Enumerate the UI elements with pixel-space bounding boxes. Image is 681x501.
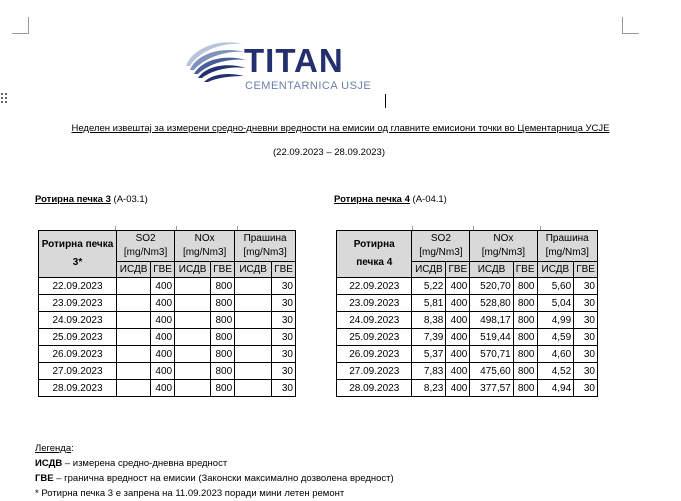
report-period: (22.09.2023 – 28.09.2023) [273, 147, 385, 158]
dust-isdv-cell [235, 363, 272, 380]
date-cell: 24.09.2023 [39, 312, 117, 329]
dust-isdv-header: ИСДВ [235, 262, 272, 278]
titan-logo [180, 36, 380, 98]
so2-name: SO2 [135, 233, 156, 244]
nox-gve-cell: 800 [513, 312, 537, 329]
date-cell: 28.09.2023 [39, 380, 117, 397]
so2-gve-cell: 400 [151, 312, 175, 329]
date-cell: 27.09.2023 [39, 363, 117, 380]
table-row [337, 346, 598, 363]
dust-header [235, 231, 296, 262]
legend-gve-text: – гранична вредност на емисии (Законски максимално дозволена вредност) [53, 473, 394, 484]
nox-isdv-cell [175, 295, 211, 312]
so2-gve-header: ГВЕ [151, 262, 175, 278]
nox-gve-cell: 800 [211, 363, 235, 380]
nox-gve-header: ГВЕ [513, 262, 537, 278]
nox-isdv-cell: 520,70 [470, 278, 513, 295]
dust-name: Прашина [545, 233, 589, 244]
so2-isdv-cell: 5,37 [412, 346, 446, 363]
date-cell: 26.09.2023 [337, 346, 412, 363]
date-cell: 25.09.2023 [39, 329, 117, 346]
legend-title-line [35, 441, 394, 456]
nox-isdv-cell [175, 312, 211, 329]
so2-isdv-header: ИСДВ [412, 262, 446, 278]
dust-gve-cell: 30 [272, 329, 296, 346]
nox-gve-header: ГВЕ [211, 262, 235, 278]
table-move-handle-icon[interactable] [1, 93, 9, 107]
so2-gve-cell: 400 [151, 329, 175, 346]
nox-gve-cell: 800 [513, 295, 537, 312]
so2-header [412, 231, 470, 262]
so2-isdv-cell [117, 363, 151, 380]
dust-isdv-cell [235, 295, 272, 312]
so2-isdv-header: ИСДВ [117, 262, 151, 278]
logo-name: TITAN [244, 42, 344, 79]
dust-gve-cell: 30 [574, 380, 598, 397]
dust-isdv-cell [235, 329, 272, 346]
date-cell: 27.09.2023 [337, 363, 412, 380]
dust-gve-cell: 30 [272, 278, 296, 295]
so2-isdv-cell [117, 329, 151, 346]
nox-isdv-cell: 528,80 [470, 295, 513, 312]
so2-isdv-cell [117, 380, 151, 397]
table-row [39, 278, 296, 295]
kiln3-table-body [39, 278, 296, 397]
legend-note: * Ротирна печка 3 е запрена на 11.09.2023 поради мини летен ремонт [35, 488, 345, 499]
nox-gve-cell: 800 [513, 346, 537, 363]
nox-gve-cell: 800 [211, 346, 235, 363]
so2-isdv-cell [117, 346, 151, 363]
date-cell: 26.09.2023 [39, 346, 117, 363]
nox-isdv-cell [175, 329, 211, 346]
nox-isdv-cell: 498,17 [470, 312, 513, 329]
kiln3-label-code: (А-03.1) [110, 194, 148, 205]
dust-isdv-cell [235, 278, 272, 295]
legend [35, 441, 394, 501]
date-cell: 25.09.2023 [337, 329, 412, 346]
date-cell: 22.09.2023 [337, 278, 412, 295]
so2-isdv-cell [117, 295, 151, 312]
so2-isdv-cell [117, 278, 151, 295]
nox-isdv-cell: 475,60 [470, 363, 513, 380]
table-row [337, 312, 598, 329]
dust-gve-cell: 30 [574, 329, 598, 346]
so2-isdv-cell: 5,81 [412, 295, 446, 312]
so2-gve-cell: 400 [446, 363, 470, 380]
date-cell: 22.09.2023 [39, 278, 117, 295]
dust-gve-cell: 30 [574, 363, 598, 380]
dust-gve-cell: 30 [272, 346, 296, 363]
nox-gve-cell: 800 [211, 295, 235, 312]
kiln3-header-cell: Ротирна печка 3* [39, 231, 117, 278]
so2-isdv-cell: 7,83 [412, 363, 446, 380]
dust-unit: [mg/Nm3] [545, 247, 589, 258]
dust-gve-cell: 30 [574, 278, 598, 295]
dust-gve-cell: 30 [272, 363, 296, 380]
so2-isdv-cell: 5,22 [412, 278, 446, 295]
page-margin-corner-top-left [12, 17, 29, 34]
nox-gve-cell: 800 [513, 278, 537, 295]
nox-gve-cell: 800 [211, 329, 235, 346]
dust-gve-header: ГВЕ [574, 262, 598, 278]
dust-gve-cell: 30 [272, 312, 296, 329]
table-row [39, 380, 296, 397]
nox-isdv-cell: 519,44 [470, 329, 513, 346]
kiln4-label-name: Ротирна печка 4 [334, 194, 410, 205]
dust-gve-header: ГВЕ [272, 262, 296, 278]
so2-gve-cell: 400 [446, 380, 470, 397]
dust-isdv-cell: 4,52 [537, 363, 574, 380]
date-cell: 23.09.2023 [39, 295, 117, 312]
so2-unit: [mg/Nm3] [419, 247, 463, 258]
date-cell: 24.09.2023 [337, 312, 412, 329]
dust-gve-cell: 30 [272, 295, 296, 312]
nox-isdv-cell: 377,57 [470, 380, 513, 397]
nox-isdv-header: ИСДВ [470, 262, 513, 278]
so2-gve-cell: 400 [151, 346, 175, 363]
nox-header [175, 231, 235, 262]
dust-gve-cell: 30 [574, 346, 598, 363]
dust-isdv-cell [235, 380, 272, 397]
dust-isdv-cell: 4,59 [537, 329, 574, 346]
so2-isdv-cell: 8,23 [412, 380, 446, 397]
legend-isdv-line [35, 456, 394, 471]
so2-gve-header: ГВЕ [446, 262, 470, 278]
dust-isdv-header: ИСДВ [537, 262, 574, 278]
nox-gve-cell: 800 [211, 278, 235, 295]
date-cell: 23.09.2023 [337, 295, 412, 312]
nox-gve-cell: 800 [211, 380, 235, 397]
table-row [39, 295, 296, 312]
kiln4-emissions-table [336, 230, 598, 397]
table-row [337, 363, 598, 380]
nox-gve-cell: 800 [513, 363, 537, 380]
nox-isdv-cell [175, 363, 211, 380]
dust-isdv-cell: 4,60 [537, 346, 574, 363]
legend-title: Легенда [35, 443, 72, 454]
nox-gve-cell: 800 [211, 312, 235, 329]
kiln3-section-label [35, 194, 148, 205]
kiln4-label-code: (А-04.1) [409, 194, 447, 205]
legend-gve-abbr: ГВЕ [35, 473, 54, 484]
table-row [337, 329, 598, 346]
nox-unit: [mg/Nm3] [182, 247, 227, 258]
kiln4-section-label [334, 194, 447, 205]
table-row [337, 380, 598, 397]
nox-isdv-header: ИСДВ [175, 262, 211, 278]
so2-gve-cell: 400 [446, 295, 470, 312]
dust-name: Прашина [243, 233, 287, 244]
table-row [39, 312, 296, 329]
table-row [39, 329, 296, 346]
dust-isdv-cell: 4,99 [537, 312, 574, 329]
text-cursor [385, 94, 386, 108]
kiln3-emissions-table [38, 230, 296, 397]
so2-gve-cell: 400 [446, 329, 470, 346]
nox-isdv-cell [175, 346, 211, 363]
table-row [39, 363, 296, 380]
legend-gve-line [35, 471, 394, 486]
dust-gve-cell: 30 [574, 295, 598, 312]
kiln4-table-body [337, 278, 598, 397]
nox-isdv-cell [175, 278, 211, 295]
so2-gve-cell: 400 [446, 278, 470, 295]
nox-header [470, 231, 537, 262]
so2-isdv-cell [117, 312, 151, 329]
kiln4-header-cell: Ротирна печка 4 [337, 231, 412, 278]
legend-isdv-text: – измерена средно-дневна вредност [62, 458, 228, 469]
report-title: Неделен извештај за измерени средно-дневни вредности на емисии од главните емисиони точки во Цементарница УСЈЕ [71, 123, 610, 134]
so2-unit: [mg/Nm3] [123, 247, 168, 258]
table-row [39, 346, 296, 363]
globe-icon [180, 36, 250, 98]
dust-isdv-cell: 5,60 [537, 278, 574, 295]
kiln3-label-name: Ротирна печка 3 [35, 194, 111, 205]
so2-header [117, 231, 175, 262]
so2-gve-cell: 400 [446, 312, 470, 329]
dust-gve-cell: 30 [272, 380, 296, 397]
dust-isdv-cell [235, 346, 272, 363]
so2-gve-cell: 400 [446, 346, 470, 363]
so2-name: SO2 [430, 233, 451, 244]
logo-subtitle: CEMENTARNICA USJE [245, 80, 372, 92]
nox-isdv-cell [175, 380, 211, 397]
legend-isdv-abbr: ИСДВ [35, 458, 63, 469]
dust-unit: [mg/Nm3] [243, 247, 287, 258]
nox-gve-cell: 800 [513, 329, 537, 346]
dust-isdv-cell: 4,94 [537, 380, 574, 397]
so2-gve-cell: 400 [151, 278, 175, 295]
table-row [337, 295, 598, 312]
table-row [337, 278, 598, 295]
so2-gve-cell: 400 [151, 363, 175, 380]
page-margin-corner-top-right [622, 17, 639, 34]
so2-isdv-cell: 7,39 [412, 329, 446, 346]
nox-isdv-cell: 570,71 [470, 346, 513, 363]
dust-gve-cell: 30 [574, 312, 598, 329]
nox-unit: [mg/Nm3] [481, 247, 526, 258]
nox-gve-cell: 800 [513, 380, 537, 397]
nox-name: NOx [493, 233, 514, 244]
so2-isdv-cell: 8,38 [412, 312, 446, 329]
date-cell: 28.09.2023 [337, 380, 412, 397]
legend-title-suffix: : [71, 443, 74, 454]
so2-gve-cell: 400 [151, 380, 175, 397]
dust-isdv-cell [235, 312, 272, 329]
dust-header [537, 231, 598, 262]
nox-name: NOx [194, 233, 215, 244]
dust-isdv-cell: 5,04 [537, 295, 574, 312]
so2-gve-cell: 400 [151, 295, 175, 312]
